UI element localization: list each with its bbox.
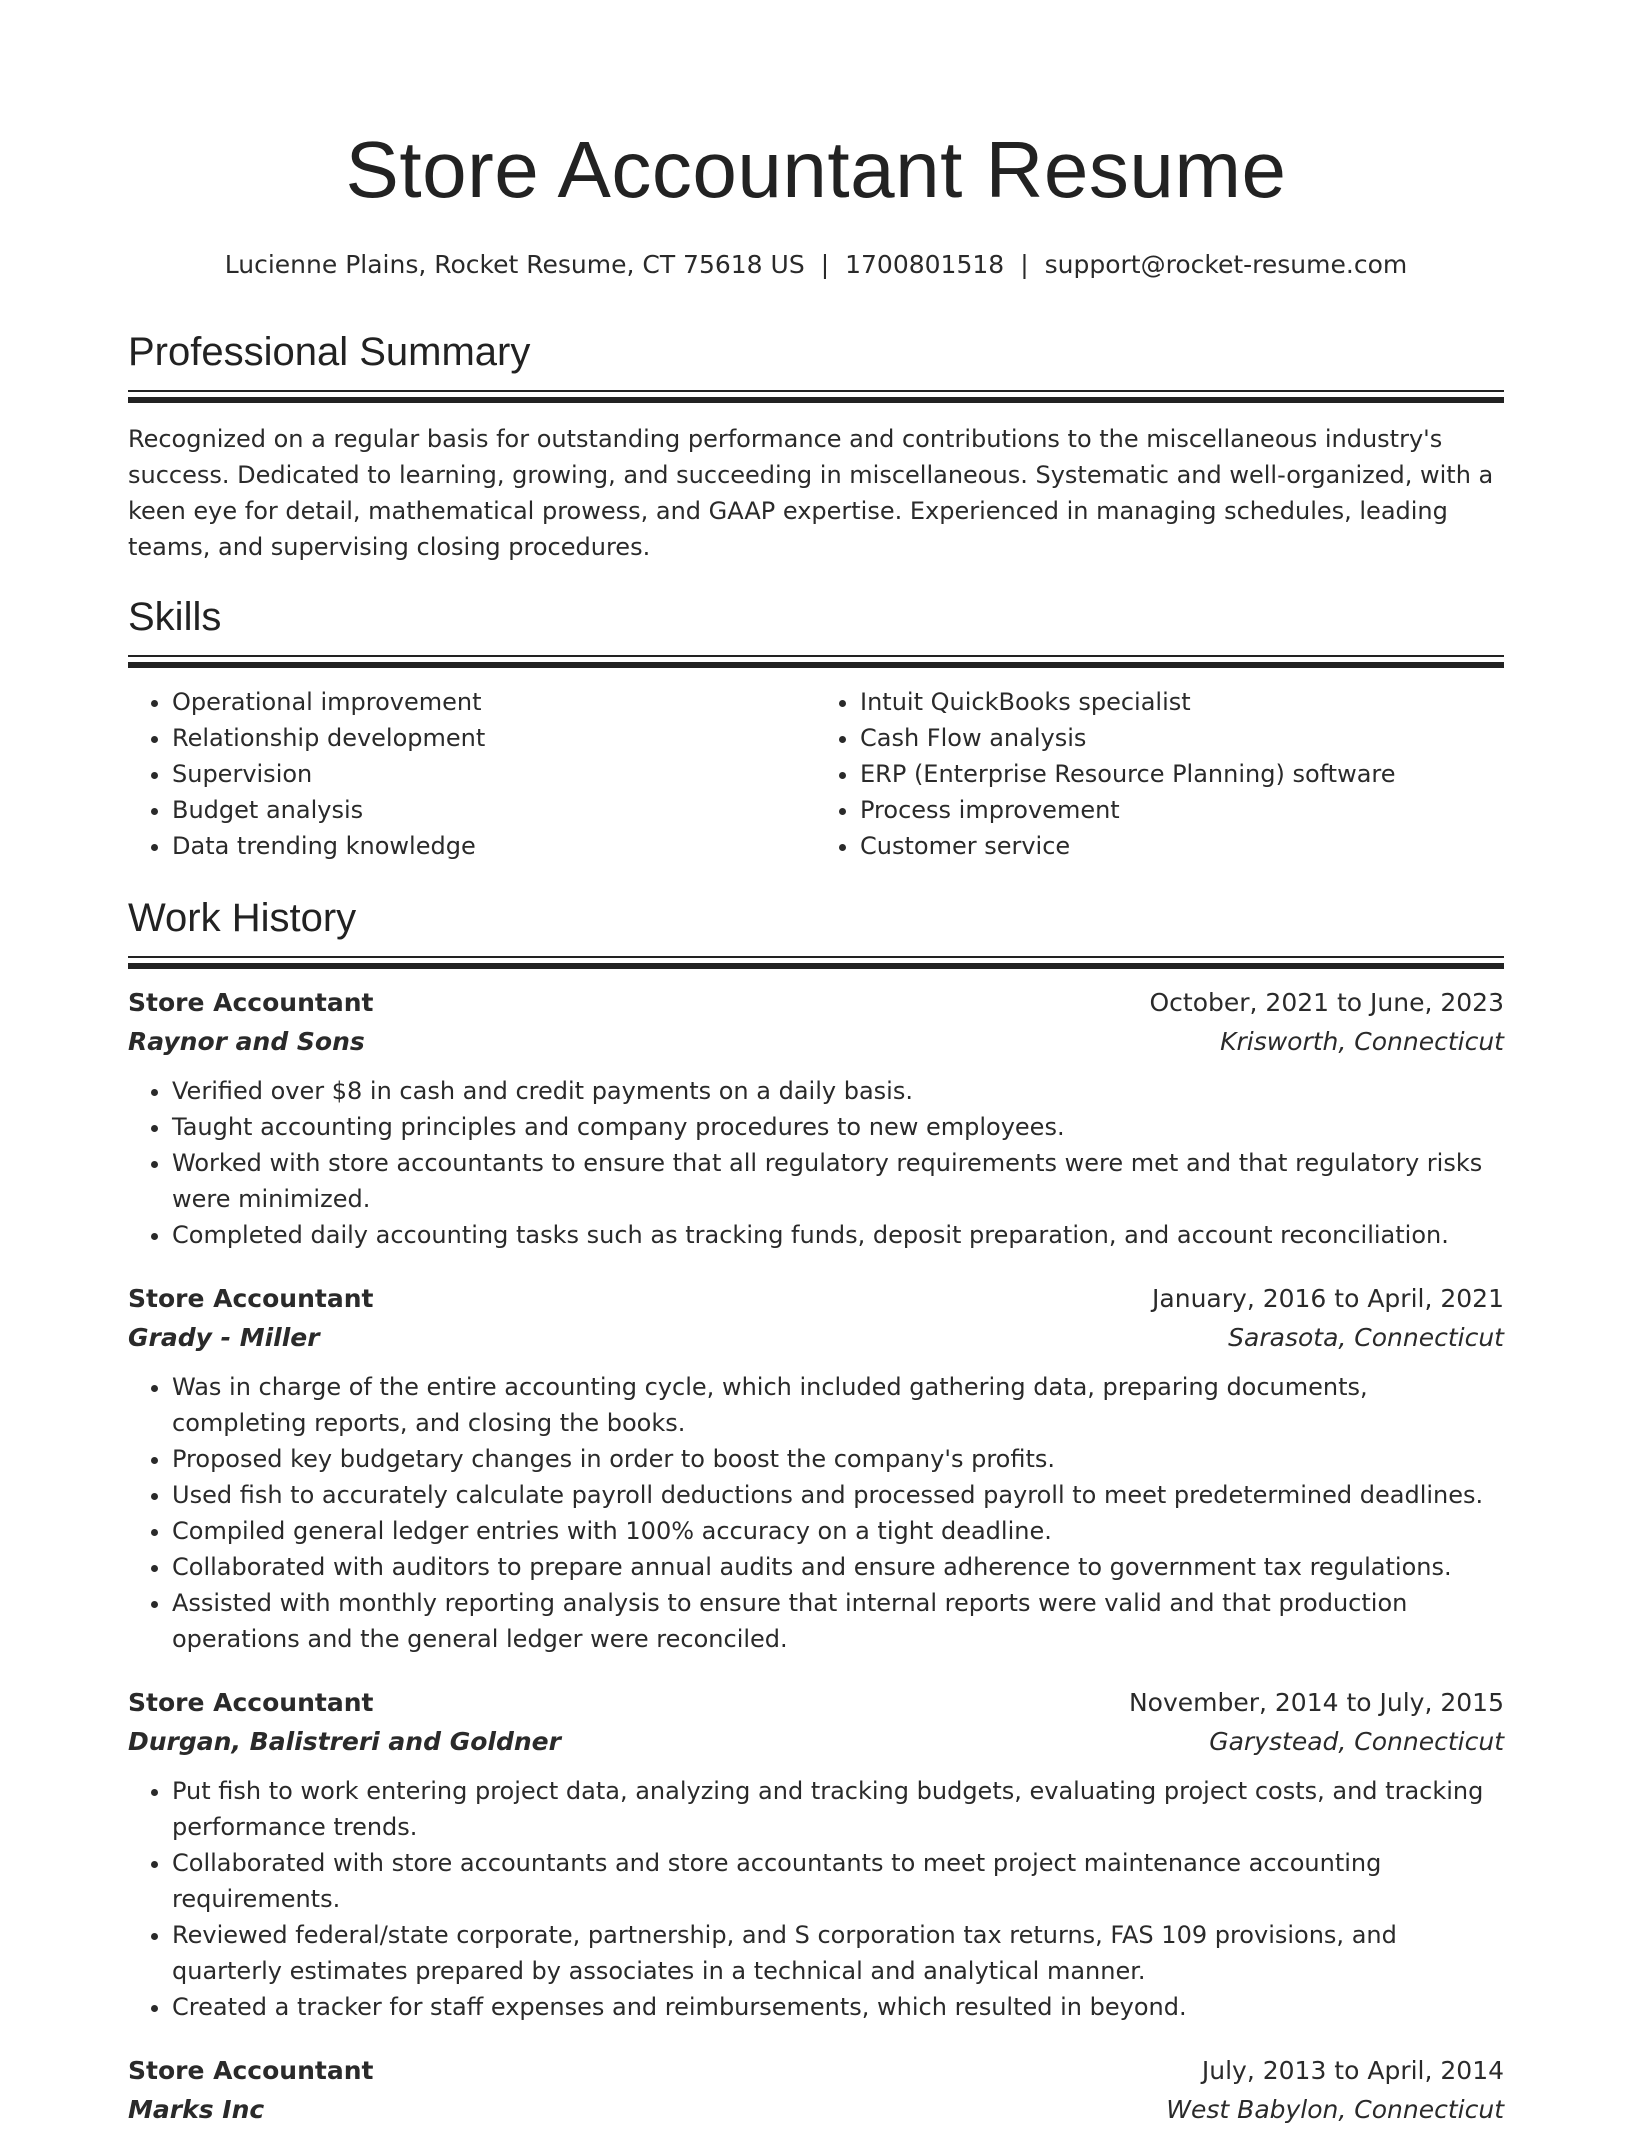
job-company: Marks Inc <box>128 2095 265 2124</box>
job-bullet: • Used fish to accurately calculate payroll deductions and processed payroll to meet predetermined deadlines. <box>172 1477 1504 1513</box>
job-title: Store Accountant <box>128 1284 374 1313</box>
job-bullet: • Compiled general ledger entries with 100% accuracy on a tight deadline. <box>172 1513 1504 1549</box>
contact-address: Lucienne Plains, Rocket Resume, CT 75618 US <box>224 250 805 279</box>
job-bullets <box>128 1773 1504 2025</box>
skill-item: • Customer service <box>860 828 1504 864</box>
skills-list <box>128 684 1504 864</box>
resume-title: Store Accountant Resume <box>345 125 1287 214</box>
section-divider <box>128 956 1504 969</box>
job-bullet: • Was in charge of the entire accounting cycle, which included gathering data, preparing documents, completing reports, and closing the books. <box>172 1369 1504 1441</box>
job-entry <box>128 1279 1504 1657</box>
skills-heading: Skills <box>128 595 222 639</box>
summary-text: Recognized on a regular basis for outstanding performance and contributions to the miscellaneous industry's success. Dedicated to learning, growing, and succeeding in miscellaneous. Systematic and well-organized, with a keen eye for detail, mathematical prowess, and GAAP expertise. Experienced in managing schedules, leading teams, and supervising closing procedures. <box>128 425 1494 561</box>
job-company: Raynor and Sons <box>128 1027 365 1056</box>
skills-column-left <box>128 684 816 864</box>
section-divider <box>128 390 1504 403</box>
skill-item: • Supervision <box>172 756 816 792</box>
job-bullets <box>128 1369 1504 1657</box>
job-title: Store Accountant <box>128 1688 374 1717</box>
job-title: Store Accountant <box>128 988 374 1017</box>
contact-phone: 1700801518 <box>845 250 1005 279</box>
job-entry <box>128 1683 1504 2025</box>
skill-item: • Intuit QuickBooks specialist <box>860 684 1504 720</box>
contact-line <box>128 248 1504 282</box>
job-bullet: • Collaborated with auditors to prepare annual audits and ensure adherence to government tax regulations. <box>172 1549 1504 1585</box>
job-dates: October, 2021 to June, 2023 <box>1149 988 1504 1017</box>
work-history-heading: Work History <box>128 896 357 940</box>
section-divider <box>128 655 1504 668</box>
skill-item: • Process improvement <box>860 792 1504 828</box>
work-history-section <box>128 892 1504 2129</box>
job-bullet: • Assisted with monthly reporting analysis to ensure that internal reports were valid and that production operations and the general ledger were reconciled. <box>172 1585 1504 1657</box>
job-bullet: • Taught accounting principles and company procedures to new employees. <box>172 1109 1504 1145</box>
contact-separator: | <box>1020 250 1029 279</box>
contact-separator: | <box>820 250 830 279</box>
job-location: Garystead, Connecticut <box>1209 1727 1504 1756</box>
skills-section <box>128 591 1504 864</box>
skill-item: • Operational improvement <box>172 684 816 720</box>
job-dates: January, 2016 to April, 2021 <box>1152 1284 1504 1313</box>
skill-item: • ERP (Enterprise Resource Planning) software <box>860 756 1504 792</box>
job-entry <box>128 983 1504 1253</box>
contact-email: support@rocket-resume.com <box>1044 250 1408 279</box>
job-bullet: • Put fish to work entering project data, analyzing and tracking budgets, evaluating project costs, and tracking performance trends. <box>172 1773 1504 1845</box>
job-company: Durgan, Balistreri and Goldner <box>128 1727 561 1756</box>
skill-item: • Cash Flow analysis <box>860 720 1504 756</box>
job-location: West Babylon, Connecticut <box>1166 2095 1504 2124</box>
job-company: Grady - Miller <box>128 1323 320 1352</box>
job-location: Sarasota, Connecticut <box>1228 1323 1504 1352</box>
job-bullets <box>128 1073 1504 1253</box>
skills-column-right <box>816 684 1504 864</box>
job-bullet: • Reviewed federal/state corporate, partnership, and S corporation tax returns, FAS 109 provisions, and quarterly estimates prepared by associates in a technical and analytical manner. <box>172 1917 1504 1989</box>
job-dates: July, 2013 to April, 2014 <box>1201 2056 1504 2085</box>
job-dates: November, 2014 to July, 2015 <box>1128 1688 1504 1717</box>
job-bullet: • Completed daily accounting tasks such as tracking funds, deposit preparation, and account reconciliation. <box>172 1217 1504 1253</box>
skill-item: • Data trending knowledge <box>172 828 816 864</box>
summary-heading: Professional Summary <box>128 330 531 374</box>
job-bullet: • Collaborated with store accountants and store accountants to meet project maintenance accounting requirements. <box>172 1845 1504 1917</box>
skill-item: • Budget analysis <box>172 792 816 828</box>
job-bullet: • Worked with store accountants to ensure that all regulatory requirements were met and that regulatory risks were minimized. <box>172 1145 1504 1217</box>
summary-section <box>128 326 1504 565</box>
job-bullet: • Proposed key budgetary changes in order to boost the company's profits. <box>172 1441 1504 1477</box>
job-location: Krisworth, Connecticut <box>1220 1027 1504 1056</box>
job-entry <box>128 2051 1504 2129</box>
job-title: Store Accountant <box>128 2056 374 2085</box>
skill-item: • Relationship development <box>172 720 816 756</box>
job-bullet: • Verified over $8 in cash and credit payments on a daily basis. <box>172 1073 1504 1109</box>
job-bullet: • Created a tracker for staff expenses and reimbursements, which resulted in beyond. <box>172 1989 1504 2025</box>
